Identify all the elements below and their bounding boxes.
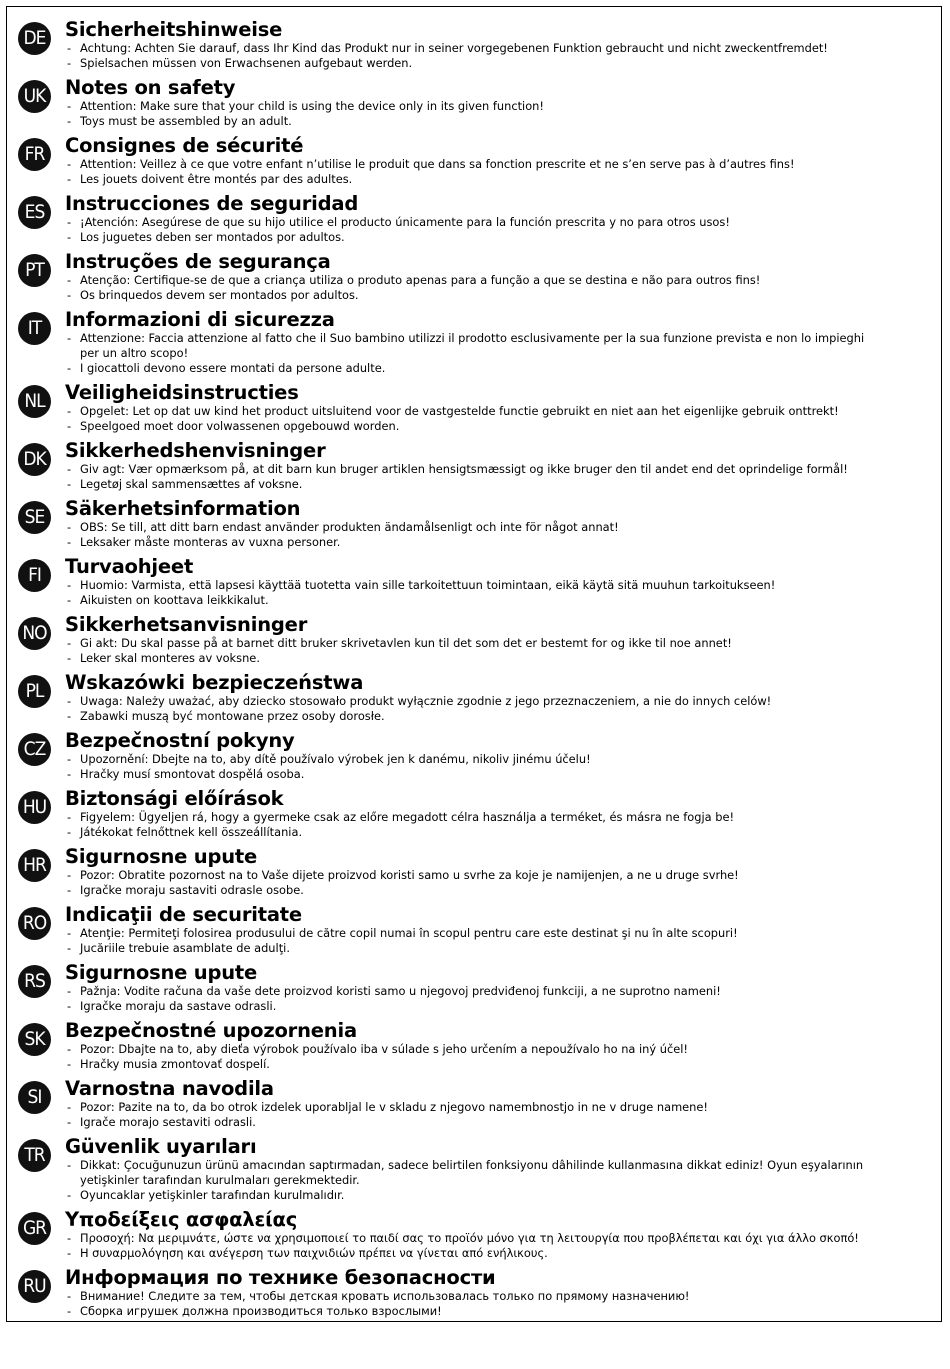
safety-item: - Achtung: Achten Sie darauf, dass Ihr Kind das Produkt nur in seiner vorgegebenen Funktion gebraucht und nicht zweckentfremdet! (65, 41, 941, 56)
safety-item: - Toys must be assembled by an adult. (65, 114, 941, 129)
safety-items-list (65, 926, 941, 956)
safety-item: - Legetøj skal sammensættes af voksne. (65, 477, 941, 492)
country-code-badge: SI (18, 1081, 51, 1114)
safety-items-list (65, 520, 941, 550)
safety-item: - Pažnja: Vodite računa da vaše dete proizvod koristi samo u njegovoj predviđenoj funkciji, a ne suprotno nameni! (65, 984, 941, 999)
safety-item: - Atenţie: Permiteţi folosirea produsului de către copil numai în scopul pentru care este destinat şi nu în alte scopuri! (65, 926, 941, 941)
safety-item: - Les jouets doivent être montés par des adultes. (65, 172, 941, 187)
safety-item: - Attention: Veillez à ce que votre enfant n’utilise le produit que dans sa fonction prescrite et ne s’en serve pas à d’autres fins! (65, 157, 941, 172)
safety-section-cz (7, 730, 941, 782)
safety-items-list (65, 462, 941, 492)
safety-item: - OBS: Se till, att ditt barn endast använder produkten ändamålsenligt och inte för något annat! (65, 520, 941, 535)
section-title: Indicaţii de securitate (65, 903, 302, 926)
safety-section-nl (7, 382, 941, 434)
safety-item: - Внимание! Следите за тем, чтобы детская кровать использовалась только по прямому назначению! (65, 1289, 941, 1304)
safety-items-list (65, 984, 941, 1014)
safety-item: - Προσοχή: Να μεριμνάτε, ώστε να χρησιμοποιεί το παιδί σας το προϊόν μόνο για τη λειτουργία που προβλέπεται και όχι για άλλο σκοπό! (65, 1231, 941, 1246)
country-code-badge: PL (18, 675, 51, 708)
section-title: Информация по технике безопасности (65, 1266, 496, 1289)
safety-items-list (65, 1289, 941, 1319)
safety-section-fr (7, 135, 941, 187)
country-code-badge: GR (18, 1212, 51, 1245)
country-code-badge: SE (18, 501, 51, 534)
section-title: Instrucciones de seguridad (65, 192, 359, 215)
section-title: Bezpečnostné upozornenia (65, 1019, 357, 1042)
safety-items-list (65, 331, 941, 376)
safety-item: - Upozornění: Dbejte na to, aby dítě používalo výrobek jen k danému, nikoliv jinému účelu! (65, 752, 941, 767)
section-title: Υποδείξεις ασφαλείας (65, 1208, 298, 1231)
safety-section-it (7, 309, 941, 376)
country-code-badge: DE (18, 22, 51, 55)
country-code-badge: HR (18, 849, 51, 882)
safety-item: - Pozor: Dbajte na to, aby dieťa výrobok používalo iba v súlade s jeho určením a nepoužívalo ho na iný účel! (65, 1042, 941, 1057)
section-title: Varnostna navodila (65, 1077, 274, 1100)
safety-item: - Hračky musí smontovat dospělá osoba. (65, 767, 941, 782)
safety-item: - Os brinquedos devem ser montados por adultos. (65, 288, 941, 303)
safety-section-rs (7, 962, 941, 1014)
country-code-badge: NO (18, 617, 51, 650)
country-code-badge: UK (18, 80, 51, 113)
section-title: Turvaohjeet (65, 555, 194, 578)
safety-item: - Igračke moraju sastaviti odrasle osobe. (65, 883, 941, 898)
safety-item: - Speelgoed moet door volwassenen opgebouwd worden. (65, 419, 941, 434)
safety-item: - Pozor: Pazite na to, da bo otrok izdelek uporabljal le v skladu z njegovo namembnostjo in ne v druge namene! (65, 1100, 941, 1115)
safety-section-no (7, 614, 941, 666)
section-title: Sigurnosne upute (65, 961, 258, 984)
safety-item: - Giv agt: Vær opmærksom på, at dit barn kun bruger artiklen hensigtsmæssigt og ikke bruger den til andet end det oprindelige formål! (65, 462, 941, 477)
safety-item: - Oyuncaklar yetişkinler tarafından kurulmalıdır. (65, 1188, 941, 1203)
country-code-badge: NL (18, 385, 51, 418)
safety-item: - Attenzione: Faccia attenzione al fatto che il Suo bambino utilizzi il prodotto esclusivamente per la sua funzione prevista e non lo impieghi per un altro scopo! (65, 331, 941, 361)
safety-section-es (7, 193, 941, 245)
safety-section-uk (7, 77, 941, 129)
section-title: Bezpečnostní pokyny (65, 729, 295, 752)
safety-section-pl (7, 672, 941, 724)
safety-section-sk (7, 1020, 941, 1072)
country-code-badge: RS (18, 965, 51, 998)
safety-item: - Hračky musia zmontovať dospelí. (65, 1057, 941, 1072)
safety-section-si (7, 1078, 941, 1130)
safety-item: - Leker skal monteres av voksne. (65, 651, 941, 666)
safety-items-list (65, 578, 941, 608)
country-code-badge: TR (18, 1139, 51, 1172)
section-title: Consignes de sécurité (65, 134, 304, 157)
country-code-badge: FI (18, 559, 51, 592)
section-title: Notes on safety (65, 76, 236, 99)
safety-items-list (65, 215, 941, 245)
safety-items-list (65, 1231, 941, 1261)
country-code-badge: ES (18, 196, 51, 229)
safety-items-list (65, 41, 941, 71)
safety-items-list (65, 752, 941, 782)
safety-section-ro (7, 904, 941, 956)
safety-item: - Jucăriile trebuie asamblate de adulţi. (65, 941, 941, 956)
safety-item: - ¡Atención: Asegúrese de que su hijo utilice el producto únicamente para la función prescrita y no para otros usos! (65, 215, 941, 230)
section-title: Veiligheidsinstructies (65, 381, 299, 404)
safety-item: - Huomio: Varmista, että lapsesi käyttää tuotetta vain sille tarkoitettuun toimintaan, eikä käytä sitä muuhun tarkoitukseen! (65, 578, 941, 593)
safety-item: - Uwaga: Należy uważać, aby dziecko stosowało produkt wyłącznie zgodnie z jego przeznaczeniem, a nie do innych celów! (65, 694, 941, 709)
safety-item: - Játékokat felnőttnek kell összeállítania. (65, 825, 941, 840)
country-code-badge: RO (18, 907, 51, 940)
section-title: Säkerhetsinformation (65, 497, 301, 520)
section-title: Wskazówki bezpieczeństwa (65, 671, 364, 694)
section-title: Informazioni di sicurezza (65, 308, 335, 331)
safety-section-fi (7, 556, 941, 608)
country-code-badge: HU (18, 791, 51, 824)
country-code-badge: FR (18, 138, 51, 171)
safety-item: - Leksaker måste monteras av vuxna personer. (65, 535, 941, 550)
country-code-badge: RU (18, 1270, 51, 1303)
country-code-badge: PT (18, 254, 51, 287)
safety-items-list (65, 636, 941, 666)
section-title: Sicherheitshinweise (65, 18, 283, 41)
safety-section-se (7, 498, 941, 550)
safety-items-list (65, 1158, 941, 1203)
safety-section-de (7, 19, 941, 71)
section-title: Sikkerhetsanvisninger (65, 613, 308, 636)
safety-item: - Atenção: Certifique-se de que a criança utiliza o produto apenas para a função a que se destina e não para outros fins! (65, 273, 941, 288)
safety-item: - Igrače morajo sestaviti odrasli. (65, 1115, 941, 1130)
safety-section-tr (7, 1136, 941, 1203)
safety-section-hu (7, 788, 941, 840)
safety-items-list (65, 404, 941, 434)
safety-item: - Pozor: Obratite pozornost na to Vaše dijete proizvod koristi samo u svrhe za koje je namijenjen, a ne u druge svrhe! (65, 868, 941, 883)
safety-section-gr (7, 1209, 941, 1261)
safety-notice-frame (6, 6, 942, 1322)
safety-items-list (65, 1042, 941, 1072)
section-title: Instruções de segurança (65, 250, 331, 273)
country-code-badge: SK (18, 1023, 51, 1056)
safety-item: - Gi akt: Du skal passe på at barnet ditt bruker skrivetavlen kun til det som det er bestemt for og ikke til noe annet! (65, 636, 941, 651)
safety-items-list (65, 810, 941, 840)
safety-item: - Aikuisten on koottava leikkikalut. (65, 593, 941, 608)
safety-item: - Opgelet: Let op dat uw kind het product uitsluitend voor de vastgestelde functie gebruikt en niet aan het eigenlijke gebruik onttrekt! (65, 404, 941, 419)
safety-items-list (65, 868, 941, 898)
safety-item: - Сборка игрушек должна производиться только взрослыми! (65, 1304, 941, 1319)
safety-item: - Zabawki muszą być montowane przez osoby dorosłe. (65, 709, 941, 724)
safety-item: - Los juguetes deben ser montados por adultos. (65, 230, 941, 245)
safety-section-hr (7, 846, 941, 898)
safety-item: - Attention: Make sure that your child is using the device only in its given function! (65, 99, 941, 114)
safety-section-ru (7, 1267, 941, 1319)
safety-item: - I giocattoli devono essere montati da persone adulte. (65, 361, 941, 376)
safety-item: - Igračke moraju da sastave odrasli. (65, 999, 941, 1014)
safety-items-list (65, 99, 941, 129)
section-title: Sigurnosne upute (65, 845, 258, 868)
safety-item: - Η συναρμολόγηση και ανέγερση των παιχνιδιών πρέπει να γίνεται από ενήλικους. (65, 1246, 941, 1261)
safety-items-list (65, 273, 941, 303)
safety-items-list (65, 1100, 941, 1130)
country-code-badge: DK (18, 443, 51, 476)
safety-section-pt (7, 251, 941, 303)
country-code-badge: IT (18, 312, 51, 345)
section-title: Sikkerhedshenvisninger (65, 439, 326, 462)
safety-item: - Figyelem: Ügyeljen rá, hogy a gyermeke csak az előre megadott célra használja a terméket, és másra ne fogja be! (65, 810, 941, 825)
safety-item: - Spielsachen müssen von Erwachsenen aufgebaut werden. (65, 56, 941, 71)
section-title: Biztonsági előírások (65, 787, 284, 810)
safety-items-list (65, 694, 941, 724)
safety-sections (7, 19, 941, 1325)
safety-section-dk (7, 440, 941, 492)
safety-item: - Dikkat: Çocuğunuzun ürünü amacından saptırmadan, sadece belirtilen fonksiyonu dâhilinde kullanmasına dikkat ediniz! Oyun eşyalarının yetişkinler tarafından kurulmaları gerekmektedir. (65, 1158, 941, 1188)
safety-items-list (65, 157, 941, 187)
section-title: Güvenlik uyarıları (65, 1135, 257, 1158)
country-code-badge: CZ (18, 733, 51, 766)
